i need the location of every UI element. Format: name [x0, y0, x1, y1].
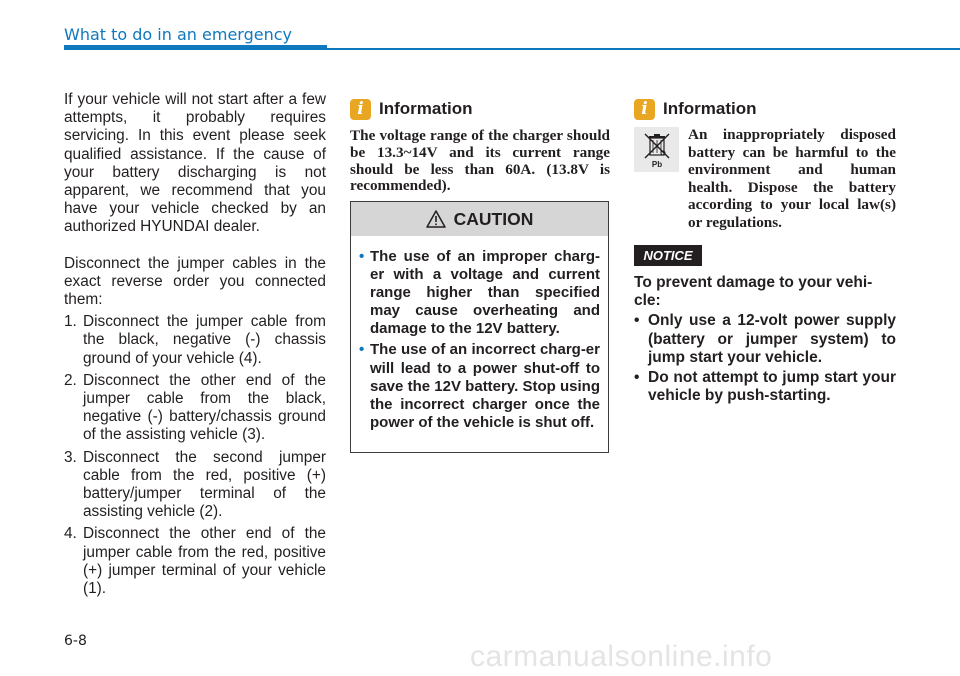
info-icon: i [350, 99, 371, 120]
notice-intro: To prevent damage to your vehi-cle: [634, 274, 873, 310]
crossed-bin-icon [634, 127, 679, 172]
warning-triangle-icon [426, 210, 446, 228]
caution-list [351, 236, 608, 432]
info-heading [634, 98, 896, 120]
caution-title: CAUTION [453, 208, 534, 229]
notice-item-text: Only use a 12-volt power supply (battery or jumper system) to jump start your vehicle. [648, 312, 896, 366]
header-accent-bar [64, 45, 327, 50]
step-text: Disconnect the other end of the jumper cable from the red, positive (+) jumper terminal of your vehicle (1). [83, 525, 326, 598]
watermark: carmanualsonline.info [470, 640, 773, 673]
list-item [64, 313, 326, 368]
paragraph-disconnect: Disconnect the jumper cables in the exact reverse order you connected them: [64, 254, 326, 309]
right-column [634, 98, 896, 120]
step-text: Disconnect the second jumper cable from the red, positive (+) battery/jumper terminal of the assisting vehicle (2). [83, 448, 326, 521]
notice-item-text: Do not attempt to jump start your vehicle by push-starting. [648, 369, 896, 405]
step-number: 3. [64, 448, 77, 466]
step-number: 1. [64, 313, 77, 331]
battery-disposal-info: An inappropriately disposed battery can be harmful to the environment and human health. Dispose the battery according to your local law(s) or regulations. [688, 126, 896, 231]
step-number: 2. [64, 371, 77, 389]
step-number: 4. [64, 525, 77, 543]
charger-voltage-info: The voltage range of the charger should be 13.3~14V and its current range should be less than 60A. (13.8V is recommended). [350, 127, 610, 195]
list-item [359, 341, 600, 431]
step-text: Disconnect the other end of the jumper cable from the black, negative (-) battery/chassis ground of the assisting vehicle (3). [83, 371, 326, 444]
caution-item-text: The use of an incorrect charg-er will lead to a power shut-off to save the 12V battery. Stop using the incorrect charger once the power of the vehicle is shut off. [370, 341, 600, 431]
bullet-icon: • [634, 312, 640, 330]
caution-item-text: The use of an improper charg-er with a voltage and current range higher than specified may cause overheating and damage to the 12V battery. [370, 248, 600, 338]
list-item [634, 312, 896, 367]
bullet-icon: • [634, 369, 640, 387]
bin-label: Pb [651, 159, 662, 169]
bullet-icon: • [359, 248, 365, 265]
caution-header [351, 202, 608, 236]
info-heading [350, 98, 610, 120]
info-title: Information [379, 99, 473, 118]
step-text: Disconnect the jumper cable from the black, negative (-) chassis ground of your vehicle (4). [83, 313, 326, 367]
notice-body [634, 274, 896, 407]
left-column [64, 91, 326, 602]
list-item [64, 372, 326, 445]
list-item [64, 449, 326, 522]
disconnect-steps [64, 313, 326, 598]
notice-list [634, 312, 896, 405]
info-icon: i [634, 99, 655, 120]
list-item [634, 369, 896, 405]
bullet-icon: • [359, 341, 365, 359]
info-title: Information [663, 99, 757, 118]
middle-column [350, 98, 610, 195]
header-rule [327, 48, 960, 50]
page-number: 6-8 [64, 633, 87, 649]
list-item [64, 525, 326, 598]
notice-badge: NOTICE [634, 245, 702, 266]
caution-box [350, 201, 609, 453]
paragraph-not-start: If your vehicle will not start after a few attempts, it probably requires servicing. In this event please seek qualified assistance. If the cause of your battery discharging is not apparent, we recommend that you have your vehicle checked by an authorized HYUNDAI dealer. [64, 91, 326, 236]
section-title: What to do in an emergency [64, 25, 292, 44]
list-item [359, 248, 600, 338]
